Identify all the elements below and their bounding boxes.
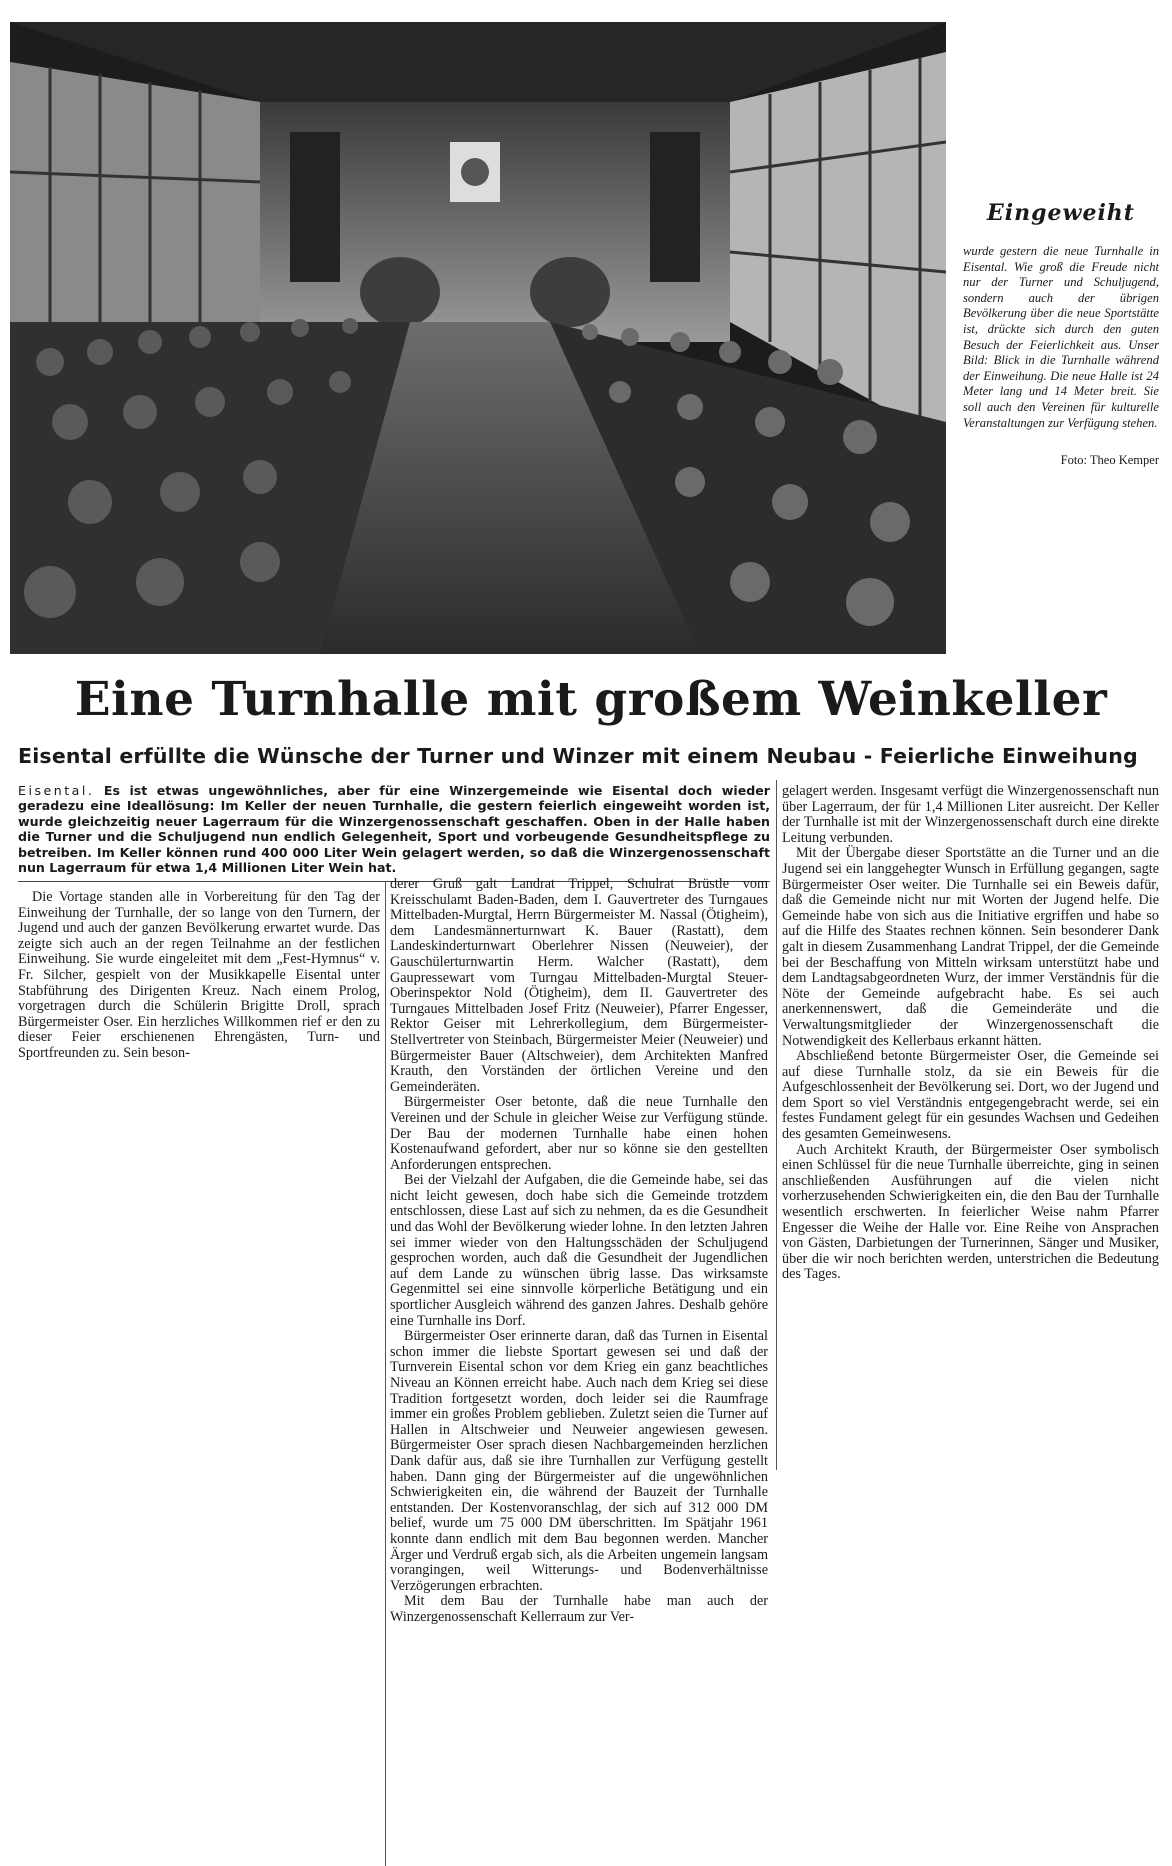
paragraph: derer Gruß galt Landrat Trippel, Schulrat Brüstle vom Kreisschulamt Baden-Baden, dem I. Gauvertreter des Turngaues Mittelbaden-Murgtal, Herrn Bürgermeister M. Nassal (Ötigheim), dem Landesmännerturnwart K. Bauer (Rastatt), dem Landeskinderturnwart Oberlehrer Nissen (Neuweier), der Gauschülerturnwartin Herm. Walcher (Rastatt), dem Gaupressewart vom Turngau Mittelbaden-Murgtal Steuer-Oberinspektor Nold (Ötigheim), dem II. Gauvertreter des Turngaues Mittelbaden Josef Fritz (Neuweier), Pfarrer Engesser, Rektor Geiser mit Lehrerkollegium, dem Bürgermeister-Stellvertreter von Steinbach, Bürgermeister Meier (Neuweier) und Bürgermeister Bauer (Altschweier), dem Architekten Manfred Krauth, den Vorständen der örtlichen Vereine und den Gemeinderäten. bbox=[390, 876, 768, 1095]
paragraph: Bei der Vielzahl der Aufgaben, die die Gemeinde habe, sei das nicht leicht gewesen, doch habe sich die Gemeinde trotzdem entschlossen, diese Last auf sich zu nehmen, da es die Gesundheit und das Wohl der Bevölkerung wieder lohne. In den letzten Jahren sei immer wieder von den Haltungsschäden der Schuljugend gesprochen worden, auch daß die Gesundheit der Jugendlichen auf dem Lande zu wünschen übrig lasse. Das wirksamste Gegenmittel sei eine sinnvolle körperliche Betätigung und ein sportlicher Ausgleich während des ganzen Jahres. Deshalb gehöre eine Turnhalle ins Dorf. bbox=[390, 1172, 768, 1329]
paragraph: Auch Architekt Krauth, der Bürgermeister Oser symbolisch einen Schlüssel für die neue Turnhalle überreichte, ging in seinen anschließenden Ausführungen auf die vielen nicht vorherzusehenden Schwierigkeiten ein, die den Bau der Turnhalle wesentlich erschwerten. In feierlicher Weise nahm Pfarrer Engesser die Weihe der Halle vor. Eine Reihe von Ansprachen von Gästen, Darbietungen der Turnerinnen, Sänger und Musiker, über die wir noch berichten werden, unterstrichen die Bedeutung des Tages. bbox=[782, 1141, 1159, 1283]
paragraph: Abschließend betonte Bürgermeister Oser, die Gemeinde sei auf diese Turnhalle stolz, da sie ein Beweis für die Aufgeschlossenheit der Bevölkerung sei. Dort, wo der Jugend und dem Sport so viel Verständnis entgegengebracht werde, sei ein festes Fundament gelegt für ein gesundes Wachsen und Gedeihen des gesamten Gemeinwesens. bbox=[782, 1048, 1159, 1143]
caption-text: wurde gestern die neue Turnhalle in Eisental. Wie groß die Freude nicht nur der Turner und Schuljugend, sondern auch der übrigen Bevölkerung über die neue Sportstätte ist, drückte sich durch den guten Besuch der Feierlichkeit aus. Unser Bild: Blick in die Turnhalle während der Einweihung. Die neue Halle ist 24 Meter lang und 14 Meter breit. Sie soll auch den Vereinen für kulturelle Veranstaltungen zur Verfügung stehen. bbox=[963, 244, 1159, 430]
dateline: Eisental. bbox=[18, 783, 95, 798]
article-lead bbox=[18, 783, 770, 875]
article-column-3 bbox=[782, 784, 1159, 1283]
lead-text: Es ist etwas ungewöhnliches, aber für eine Winzergemeinde wie Eisental doch wieder geradezu eine Ideallösung: Im Keller der neuen Turnhalle, die gestern feierlich eingeweiht worden ist, wurde gleichzeitig neuer Lagerraum für die Winzergenossenschaft geschaffen. Oben in der Halle haben die Turner und die Schuljugend nun endlich Gelegenheit, Sport und vorbeugende Gesundheitspflege zu betreiben. Im Keller können rund 400 000 Liter Wein gelagert werden, so daß die Winzergenossenschaft nun Lagerraum für etwa 1,4 Millionen Liter Wein hat. bbox=[18, 783, 771, 876]
paragraph: Mit der Übergabe dieser Sportstätte an die Turner und an die Jugend sei ein langgehegter Wunsch in Erfüllung gegangen, sagte Bürgermeister Oser weiter. Die Turnhalle sei ein Beweis dafür, daß die Gemeinde nicht nur mit Worten der Jugend helfe. Die Gemeinde habe von sich aus die Initiative ergriffen und habe so auf die Hilfe des Staates rechnen können. Sein besonderer Dank galt in diesem Zusammenhang Landrat Trippel, der die Gemeinde bei der Beschaffung von Mitteln wirksam unterstützt habe und dem Landtagsabgeordneten Wurz, der immer Verständnis für die Nöte der Gemeinde aufgebracht habe. Es sei auch anerkennenswert, daß die Gemeinderäte und die Verwaltungsmitglieder der Winzergenossenschaft die Notwendigkeit des Kellerbaus erkannt hätten. bbox=[782, 845, 1159, 1049]
paragraph: Mit dem Bau der Turnhalle habe man auch der Winzergenossenschaft Kellerraum zur Ver- bbox=[390, 1593, 768, 1625]
article-headline: Eine Turnhalle mit großem Weinkeller bbox=[74, 672, 1108, 727]
paragraph: Bürgermeister Oser betonte, daß die neue Turnhalle den Vereinen und der Schule in gleicher Weise zur Verfügung stünde. Der Bau der modernen Turnhalle habe einen hohen Kostenaufwand gefordert, aber nur so könne sie den gestellten Anforderungen entsprechen. bbox=[390, 1094, 768, 1173]
article-subhead: Eisental erfüllte die Wünsche der Turner und Winzer mit einem Neubau - Feierliche Einweihung bbox=[18, 744, 1138, 768]
photo-gymnasium-interior-icon bbox=[10, 22, 946, 654]
column-divider-2 bbox=[776, 780, 777, 1470]
paragraph: gelagert werden. Insgesamt verfügt die Winzergenossenschaft nun über Lagerraum, der für 1,4 Millionen Liter ausreicht. Der Keller der Turnhalle ist mit der Winzergenossenschaft durch eine direkte Leitung verbunden. bbox=[782, 783, 1159, 846]
paragraph: Die Vortage standen alle in Vorbereitung für den Tag der Einweihung der Turnhalle, der so lange von den Turnern, der Jugend und auch der ganzen Bevölkerung erwartet wurde. Das zeigte sich auch an der regen Teilnahme an der festlichen Einweihung. Sie wurde eingeleitet mit dem „Fest-Hymnus“ v. Fr. Silcher, gespielt von der Musikkapelle Eisental unter Stabführung des Dirigenten Kreuz. Nach einem Prolog, vorgetragen durch die Schülerin Brigitte Droll, sprach Bürgermeister Oser. Ein herzliches Willkommen rief er den zu dieser Feier erschienenen Ehrengästen, Turn- und Sportfreunden zu. Sein beson- bbox=[18, 889, 380, 1061]
photo-caption bbox=[963, 200, 1159, 468]
column-divider-1 bbox=[385, 881, 386, 1866]
paragraph: Bürgermeister Oser erinnerte daran, daß das Turnen in Eisental schon immer die liebste Sportart gewesen sei und daß der Turnverein Eisental schon vor dem Krieg ein ganz beachtliches Niveau an Können erreicht habe. Auch nach dem Krieg sei diese Tradition fortgesetzt worden, doch leider sei die Raumfrage immer ein großes Problem geblieben. Zuletzt seien die Turner auf Hallen in Altschweier und Neuweier angewiesen gewesen. Bürgermeister Oser sprach diesen Nachbargemeinden herzlichen Dank dafür aus, daß sie ihre Turnhallen zur Verfügung gestellt haben. Dann ging der Bürgermeister auf die ungewöhnlichen Schwierigkeiten ein, die während der Bauzeit der Turnhalle entstanden. Der Kostenvoranschlag, der sich auf 312 000 DM belief, wurde um 75 000 DM überschritten. Im Spätjahr 1961 konnte dann endlich mit dem Bau begonnen werden. Mancher Ärger und Verdruß ergab sich, als die Arbeiten ungemein langsam vorangingen, weil Witterungs- und Bodenverhältnisse Verzögerungen erbrachten. bbox=[390, 1328, 768, 1594]
article-column-2 bbox=[390, 877, 768, 1626]
photo-credit: Foto: Theo Kemper bbox=[1060, 453, 1159, 468]
gymnasium-photo bbox=[10, 22, 946, 654]
caption-heading: Eingeweiht bbox=[987, 200, 1135, 226]
article-column-1 bbox=[18, 890, 380, 1062]
